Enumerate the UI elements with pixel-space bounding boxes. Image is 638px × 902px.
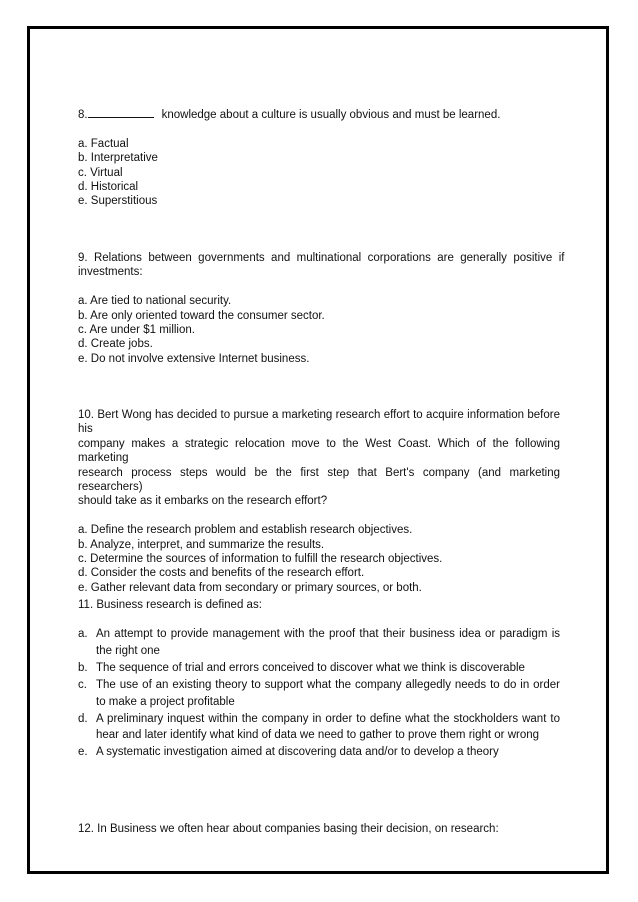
option-b: b. Are only oriented toward the consumer sector. (78, 309, 325, 322)
option-letter: a. (78, 628, 88, 641)
option-letter: c. (78, 679, 87, 692)
question-10-stem-line-4: should take as it embarks on the research effort? (78, 495, 328, 508)
question-9 (78, 251, 565, 366)
question-10 (78, 408, 560, 595)
option-a (78, 626, 560, 659)
option-a: a. Factual (78, 137, 129, 150)
question-10-stem-line-3: research process steps would be the first step that Bert's company (and marketing researchers) (78, 466, 560, 494)
question-9-stem-line-1: 9. Relations between governments and multinational corporations are generally positive if (78, 252, 565, 264)
option-a: a. Define the research problem and establish research objectives. (78, 524, 413, 537)
option-d: d. Create jobs. (78, 338, 153, 351)
option-c (78, 677, 560, 710)
option-c: c. Virtual (78, 166, 123, 179)
answer-blank (88, 106, 154, 118)
question-11-stem: 11. Business research is defined as: (78, 599, 262, 611)
option-d: d. Consider the costs and benefits of the research effort. (78, 567, 365, 580)
option-e: e. Gather relevant data from secondary or primary sources, or both. (78, 581, 422, 594)
question-9-stem-line-2: investments: (78, 266, 143, 279)
option-d: d. Historical (78, 181, 139, 194)
option-c: c. Are under $1 million. (78, 324, 195, 337)
option-text: The use of an existing theory to support what the company allegedly needs to do in order to make a project profitable (96, 679, 560, 708)
option-e: e. Superstitious (78, 195, 158, 208)
option-letter: d. (78, 712, 88, 725)
option-letter: e. (78, 746, 88, 759)
option-b: b. Interpretative (78, 152, 158, 165)
option-text: The sequence of trial and errors conceived to discover what we think is discoverable (96, 662, 525, 674)
option-d (78, 711, 560, 744)
question-10-stem-line-2: company makes a strategic relocation move to the West Coast. Which of the following marketing (78, 437, 560, 465)
question-11 (78, 598, 560, 762)
option-a: a. Are tied to national security. (78, 295, 232, 308)
option-c: c. Determine the sources of information to fulfill the research objectives. (78, 553, 443, 566)
option-b (78, 660, 560, 676)
question-8-stem (78, 106, 560, 122)
option-text: A systematic investigation aimed at discovering data and/or to develop a theory (96, 746, 499, 759)
option-text: An attempt to provide management with the proof that their business idea or paradigm is the right one (96, 628, 560, 657)
question-8-text: knowledge about a culture is usually obvious and must be learned. (161, 109, 501, 121)
option-text: A preliminary inquest within the company in order to define what the stockholders want to hear and later identify what kind of data we need to gather to prove them right or wrong (96, 712, 560, 742)
option-letter: b. (78, 662, 88, 674)
option-e: e. Do not involve extensive Internet business. (78, 352, 310, 365)
question-8-number: 8. (78, 109, 88, 121)
question-12-stem: 12. In Business we often hear about companies basing their decision, on research: (78, 823, 499, 835)
question-8 (78, 106, 560, 209)
question-10-stem-line-1: 10. Bert Wong has decided to pursue a marketing research effort to acquire information before his (78, 409, 560, 436)
option-b: b. Analyze, interpret, and summarize the results. (78, 538, 325, 551)
question-11-options (78, 626, 560, 760)
option-e (78, 744, 560, 760)
question-12 (78, 822, 560, 836)
